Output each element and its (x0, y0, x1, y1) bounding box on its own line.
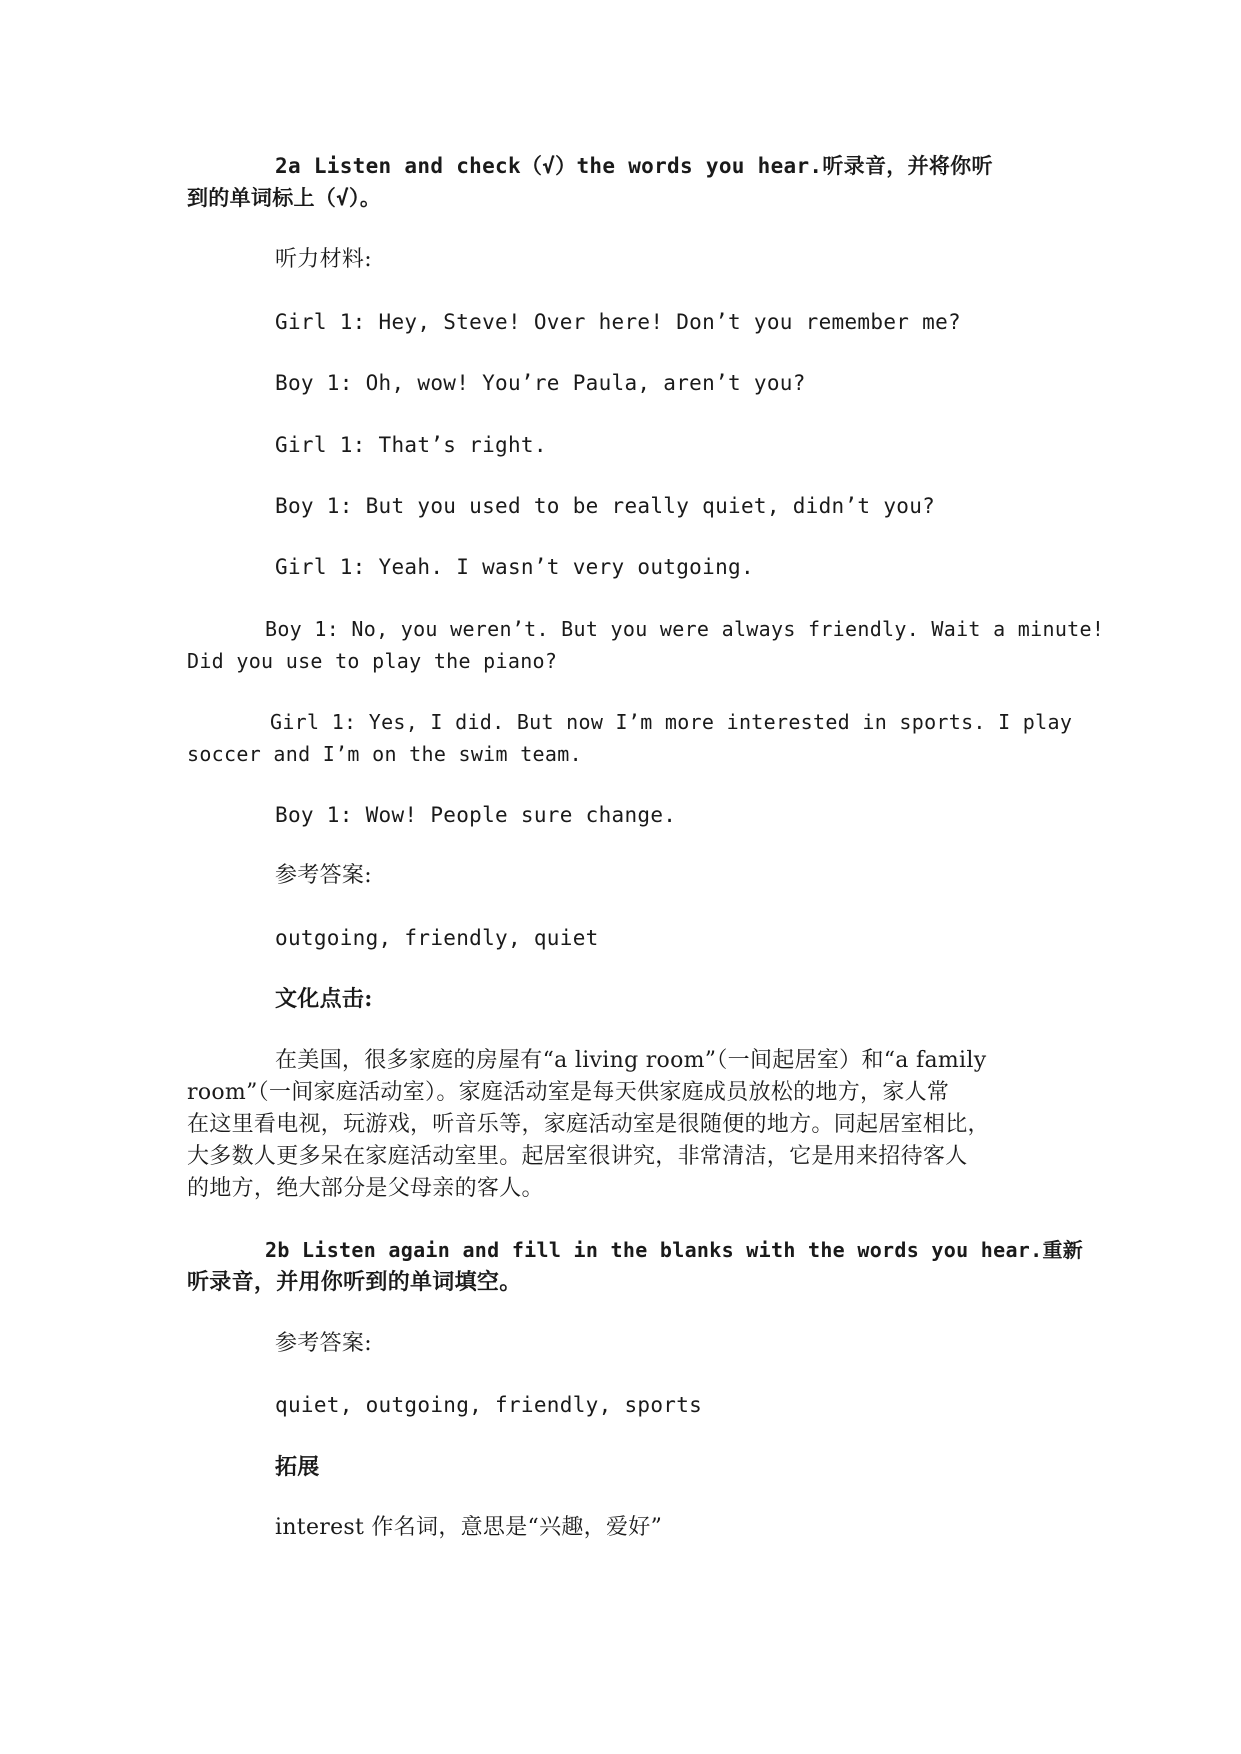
section-2b-heading-line2: 听录音，并用你听到的单词填空。 (187, 1269, 522, 1295)
culture-paragraph-line: 大多数人更多呆在家庭活动室里。起居室很讲究，非常清洁，它是用来招待客人 (187, 1144, 968, 1169)
section-2b-heading-line1: 2b Listen again and fill in the blanks with the words you hear.重新 (265, 1238, 1084, 1262)
dialogue-line: Girl 1: Yeah. I wasn’t very outgoing. (275, 555, 754, 579)
answer-label: 参考答案: (275, 863, 372, 888)
dialogue-line: Boy 1: No, you weren’t. But you were always friendly. Wait a minute! (265, 617, 1105, 641)
dialogue-line: Did you use to play the piano? (187, 649, 558, 673)
dialogue-line: soccer and I’m on the swim team. (187, 742, 582, 766)
dialogue-line: Girl 1: Hey, Steve! Over here! Don’t you remember me? (275, 310, 961, 334)
dialogue-line: Girl 1: That’s right. (275, 433, 547, 457)
culture-label: 文化点击: (275, 986, 373, 1012)
dialogue-line: Girl 1: Yes, I did. But now I’m more interested in sports. I play (270, 710, 1073, 734)
section-2a-heading-line1: 2a Listen and check（√）the words you hear.听录音，并将你听 (275, 154, 993, 178)
culture-paragraph-line: room”（一间家庭活动室）。家庭活动室是每天供家庭成员放松的地方，家人常 (187, 1080, 950, 1105)
answer-label: 参考答案: (275, 1331, 372, 1356)
section-2a-heading-line2: 到的单词标上（√）。 (187, 186, 382, 210)
listening-material-label: 听力材料: (275, 247, 372, 272)
dialogue-line: Boy 1: Wow! People sure change. (275, 803, 677, 827)
culture-paragraph-line: 的地方，绝大部分是父母亲的客人。 (187, 1176, 544, 1201)
answer-text: quiet, outgoing, friendly, sports (275, 1393, 703, 1417)
culture-paragraph-line: 在美国，很多家庭的房屋有“a living room”（一间起居室）和“a family (275, 1048, 987, 1073)
extension-text: interest 作名词，意思是“兴趣，爱好” (275, 1515, 663, 1540)
dialogue-line: Boy 1: Oh, wow! You’re Paula, aren’t you? (275, 371, 806, 395)
dialogue-line: Boy 1: But you used to be really quiet, didn’t you? (275, 494, 936, 518)
extension-label: 拓展 (275, 1454, 320, 1480)
answer-text: outgoing, friendly, quiet (275, 926, 599, 950)
culture-paragraph-line: 在这里看电视，玩游戏，听音乐等，家庭活动室是很随便的地方。同起居室相比， (187, 1112, 990, 1137)
